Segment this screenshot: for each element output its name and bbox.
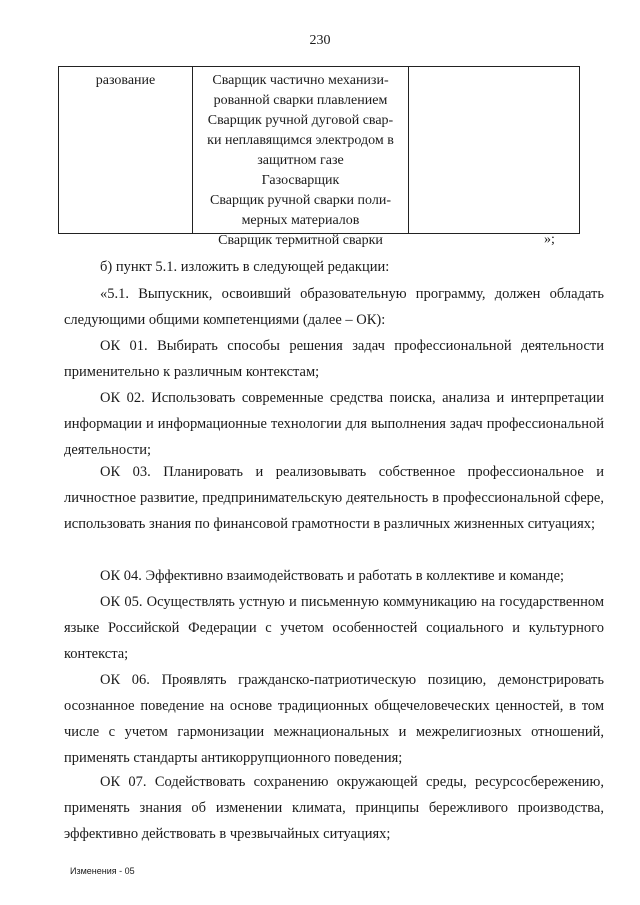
page-number: 230	[309, 33, 331, 48]
paragraph-ok06: ОК 06. Проявлять гражданско-патриотическую позицию, демонстрировать осознанное поведение на основе традиционных общечеловеческих ценностей, в том числе с учетом гармонизации межнациональных и межрелигиозных отношений, применять стандарты антикоррупционного поведения;	[64, 672, 604, 766]
qualification-line: рованной сварки плавлением	[213, 93, 388, 108]
qualification-line: Сварщик частично механизи-	[212, 73, 389, 88]
qualification-line: мерных материалов	[241, 213, 360, 228]
qualification-line: Сварщик ручной дуговой свар-	[207, 113, 394, 128]
paragraph-ok04: ОК 04. Эффективно взаимодействовать и работать в коллективе и команде;	[100, 568, 565, 584]
paragraph-instruction: б) пункт 5.1. изложить в следующей редакции:	[100, 259, 390, 275]
closing-quote: »;	[544, 232, 555, 247]
qualification-table	[58, 66, 580, 248]
qualification-line: Сварщик термитной сварки	[218, 233, 383, 248]
footer-revision: Изменения - 05	[70, 866, 135, 876]
qualification-line: Сварщик ручной сварки поли-	[210, 193, 391, 208]
paragraph-ok03: ОК 03. Планировать и реализовывать собственное профессиональное и личностное развитие, предпринимательскую деятельность в профессиональной сфере, использовать знания по финансовой грамотности в различных жизненных ситуациях;	[64, 464, 604, 532]
qualification-line: защитном газе	[257, 153, 344, 168]
paragraph-ok01: ОК 01. Выбирать способы решения задач профессиональной деятельности применительно к различным контекстам;	[64, 338, 604, 380]
qualification-line: ки неплавящимся электродом в	[207, 133, 394, 148]
paragraph-ok02: ОК 02. Использовать современные средства поиска, анализа и интерпретации информации и информационные технологии для выполнения задач профессиональной деятельности;	[64, 390, 604, 458]
table-cell-qualifications	[193, 67, 409, 248]
paragraph-intro: «5.1. Выпускник, освоивший образовательную программу, должен обладать следующими общими компетенциями (далее – ОК):	[64, 286, 604, 328]
paragraph-ok05: ОК 05. Осуществлять устную и письменную коммуникацию на государственном языке Российской Федерации с учетом особенностей социального и культурного контекста;	[64, 594, 604, 662]
table-cell-education: разование	[59, 67, 193, 233]
paragraph-ok07: ОК 07. Содействовать сохранению окружающей среды, ресурсосбережению, применять знания об изменении климата, принципы бережливого производства, эффективно действовать в чрезвычайных ситуациях;	[64, 774, 604, 842]
table-cell-empty	[409, 67, 579, 233]
qualification-line: Газосварщик	[261, 173, 340, 188]
